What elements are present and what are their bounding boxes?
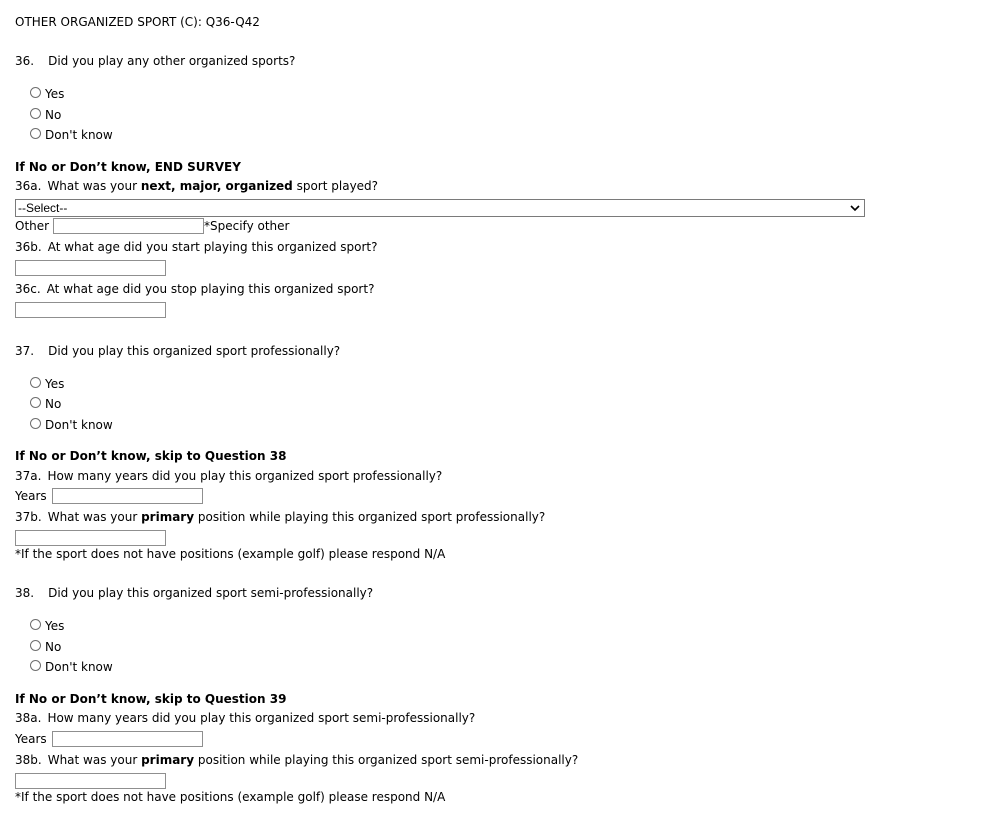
q38-label-no: No bbox=[45, 640, 62, 654]
question-text: Did you play any other organized sports? bbox=[48, 54, 296, 68]
question-text: Did you play this organized sport semi-professionally? bbox=[48, 586, 374, 600]
q38-radio-yes[interactable] bbox=[30, 619, 41, 630]
question-number: 38a. bbox=[15, 711, 42, 725]
q38-instruction: If No or Don’t know, skip to Question 39 bbox=[15, 692, 287, 706]
q38-radio-dont-know[interactable] bbox=[30, 660, 41, 671]
question-38b bbox=[15, 753, 578, 767]
q36-radio-dont-know[interactable] bbox=[30, 128, 41, 139]
other-label: Other bbox=[15, 219, 50, 233]
question-text-after: position while playing this organized sport semi-professionally? bbox=[194, 753, 579, 767]
pro-position-input[interactable] bbox=[15, 530, 166, 546]
question-text-bold: primary bbox=[141, 510, 195, 524]
start-age-input[interactable] bbox=[15, 260, 166, 276]
section-title: OTHER ORGANIZED SPORT (C): Q36-Q42 bbox=[15, 15, 260, 29]
question-text-before: What was your bbox=[47, 179, 141, 193]
q36-radio-no[interactable] bbox=[30, 108, 41, 119]
question-number: 36. bbox=[15, 54, 35, 68]
q37-label-no: No bbox=[45, 397, 62, 411]
q36-instruction: If No or Don’t know, END SURVEY bbox=[15, 160, 241, 174]
question-36 bbox=[15, 54, 295, 68]
question-text: At what age did you start playing this organized sport? bbox=[47, 240, 378, 254]
question-text-after: position while playing this organized sport professionally? bbox=[194, 510, 546, 524]
sport-select[interactable] bbox=[15, 199, 865, 217]
question-text-bold: primary bbox=[141, 753, 195, 767]
question-text: At what age did you stop playing this organized sport? bbox=[46, 282, 375, 296]
question-number: 38. bbox=[15, 586, 35, 600]
chevron-down-icon bbox=[850, 203, 860, 213]
question-38 bbox=[15, 586, 373, 600]
positions-note: *If the sport does not have positions (example golf) please respond N/A bbox=[15, 790, 446, 804]
q37-radio-yes[interactable] bbox=[30, 377, 41, 388]
question-text-before: What was your bbox=[47, 510, 142, 524]
question-text-after: sport played? bbox=[292, 179, 379, 193]
q37-radio-dont-know[interactable] bbox=[30, 418, 41, 429]
question-37b bbox=[15, 510, 545, 524]
q37-radio-no[interactable] bbox=[30, 397, 41, 408]
question-38a bbox=[15, 711, 475, 725]
years-label: Years bbox=[15, 489, 47, 503]
other-sport-input[interactable] bbox=[53, 218, 204, 234]
question-text-bold: next, major, organized bbox=[140, 179, 293, 193]
q37-instruction: If No or Don’t know, skip to Question 38 bbox=[15, 449, 287, 463]
q37-label-dont-know: Don't know bbox=[45, 418, 113, 432]
q38-radio-no[interactable] bbox=[30, 640, 41, 651]
question-number: 36a. bbox=[15, 179, 42, 193]
q36-label-yes: Yes bbox=[45, 87, 65, 101]
question-36a bbox=[15, 179, 378, 193]
positions-note: *If the sport does not have positions (example golf) please respond N/A bbox=[15, 547, 446, 561]
question-number: 36b. bbox=[15, 240, 42, 254]
question-text: How many years did you play this organized sport professionally? bbox=[47, 469, 443, 483]
question-37a bbox=[15, 469, 442, 483]
question-text: How many years did you play this organized sport semi-professionally? bbox=[47, 711, 476, 725]
q38-label-dont-know: Don't know bbox=[45, 660, 113, 674]
pro-years-input[interactable] bbox=[52, 488, 203, 504]
sport-select-value: --Select-- bbox=[18, 201, 68, 215]
question-36c bbox=[15, 282, 374, 296]
q36-label-no: No bbox=[45, 108, 62, 122]
question-36b bbox=[15, 240, 378, 254]
question-37 bbox=[15, 344, 340, 358]
q38-label-yes: Yes bbox=[45, 619, 65, 633]
semi-pro-years-input[interactable] bbox=[52, 731, 203, 747]
semi-pro-position-input[interactable] bbox=[15, 773, 166, 789]
years-label: Years bbox=[15, 732, 47, 746]
q36-radio-yes[interactable] bbox=[30, 87, 41, 98]
specify-other-label: *Specify other bbox=[204, 219, 290, 233]
q36-label-dont-know: Don't know bbox=[45, 128, 113, 142]
question-text: Did you play this organized sport professionally? bbox=[48, 344, 341, 358]
question-number: 36c. bbox=[15, 282, 41, 296]
question-number: 37a. bbox=[15, 469, 42, 483]
stop-age-input[interactable] bbox=[15, 302, 166, 318]
question-number: 38b. bbox=[15, 753, 42, 767]
question-number: 37. bbox=[15, 344, 35, 358]
question-number: 37b. bbox=[15, 510, 42, 524]
q37-label-yes: Yes bbox=[45, 377, 65, 391]
question-text-before: What was your bbox=[47, 753, 142, 767]
